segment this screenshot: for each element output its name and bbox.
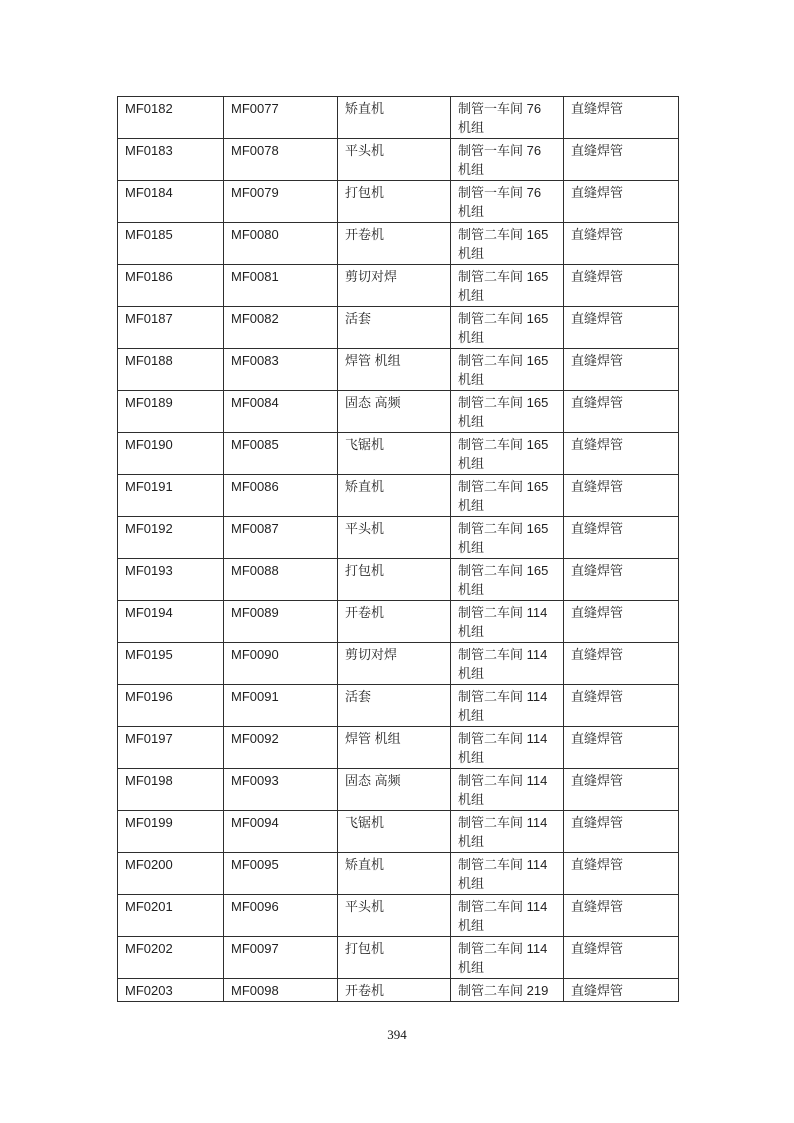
location-line2: 机组 — [458, 246, 485, 261]
location-line1: 制管二车间 165 — [458, 395, 549, 410]
table-row — [118, 769, 679, 811]
equipment-name-cell: 活套 — [338, 307, 451, 349]
location-line2: 机组 — [458, 414, 485, 429]
asset-code-cell: MF0194 — [118, 601, 224, 643]
location-line2: 机组 — [458, 204, 485, 219]
location-line2: 机组 — [458, 918, 485, 933]
location-line1: 制管二车间 114 — [458, 647, 548, 662]
asset-code-cell: MF0188 — [118, 349, 224, 391]
equipment-code-cell: MF0090 — [224, 643, 338, 685]
location-line2: 机组 — [458, 540, 485, 555]
equipment-code-cell: MF0080 — [224, 223, 338, 265]
page-number: 394 — [387, 1027, 407, 1042]
location-line2: 机组 — [458, 708, 485, 723]
asset-code-cell: MF0189 — [118, 391, 224, 433]
equipment-name-cell: 剪切对焊 — [338, 265, 451, 307]
category-cell: 直缝焊管 — [564, 265, 679, 307]
location-cell — [451, 181, 564, 223]
equipment-name-cell: 固态 高频 — [338, 769, 451, 811]
location-line2: 机组 — [458, 834, 485, 849]
location-cell — [451, 811, 564, 853]
location-cell — [451, 853, 564, 895]
equipment-name-cell: 矫直机 — [338, 97, 451, 139]
location-cell — [451, 559, 564, 601]
location-line2: 机组 — [458, 876, 485, 891]
location-line1: 制管一车间 76 — [458, 185, 542, 200]
asset-code-cell: MF0185 — [118, 223, 224, 265]
asset-code-cell: MF0200 — [118, 853, 224, 895]
category-cell: 直缝焊管 — [564, 685, 679, 727]
location-cell — [451, 727, 564, 769]
category-cell: 直缝焊管 — [564, 475, 679, 517]
table-row — [118, 517, 679, 559]
category-cell: 直缝焊管 — [564, 139, 679, 181]
location-line2: 机组 — [458, 750, 485, 765]
equipment-name-cell: 矫直机 — [338, 475, 451, 517]
equipment-code-cell: MF0091 — [224, 685, 338, 727]
location-line1: 制管二车间 165 — [458, 521, 549, 536]
location-cell — [451, 391, 564, 433]
table-row — [118, 937, 679, 979]
table-row — [118, 475, 679, 517]
asset-code-cell: MF0193 — [118, 559, 224, 601]
asset-code-cell: MF0201 — [118, 895, 224, 937]
location-cell — [451, 349, 564, 391]
asset-code-cell: MF0199 — [118, 811, 224, 853]
table-row — [118, 97, 679, 139]
equipment-code-cell: MF0078 — [224, 139, 338, 181]
category-cell: 直缝焊管 — [564, 517, 679, 559]
location-line1: 制管一车间 76 — [458, 101, 542, 116]
location-line1: 制管二车间 165 — [458, 437, 549, 452]
asset-code-cell: MF0198 — [118, 769, 224, 811]
equipment-name-cell: 飞锯机 — [338, 811, 451, 853]
location-cell — [451, 937, 564, 979]
category-cell: 直缝焊管 — [564, 979, 679, 1002]
location-line2: 机组 — [458, 624, 485, 639]
location-line1: 制管二车间 165 — [458, 563, 549, 578]
equipment-code-cell: MF0097 — [224, 937, 338, 979]
equipment-name-cell: 活套 — [338, 685, 451, 727]
location-cell — [451, 433, 564, 475]
location-line1: 制管二车间 114 — [458, 731, 548, 746]
table-row — [118, 979, 679, 1002]
equipment-code-cell: MF0089 — [224, 601, 338, 643]
category-cell: 直缝焊管 — [564, 349, 679, 391]
equipment-code-cell: MF0092 — [224, 727, 338, 769]
location-cell — [451, 601, 564, 643]
equipment-code-cell: MF0081 — [224, 265, 338, 307]
location-line1: 制管二车间 165 — [458, 311, 549, 326]
location-cell — [451, 475, 564, 517]
location-line1: 制管二车间 114 — [458, 773, 548, 788]
asset-code-cell: MF0182 — [118, 97, 224, 139]
equipment-code-cell: MF0093 — [224, 769, 338, 811]
category-cell: 直缝焊管 — [564, 181, 679, 223]
location-cell — [451, 979, 564, 1002]
table-row — [118, 139, 679, 181]
asset-code-cell: MF0187 — [118, 307, 224, 349]
location-line1: 制管二车间 114 — [458, 857, 548, 872]
equipment-code-cell: MF0095 — [224, 853, 338, 895]
equipment-code-cell: MF0088 — [224, 559, 338, 601]
location-line1: 制管二车间 165 — [458, 227, 549, 242]
equipment-code-cell: MF0096 — [224, 895, 338, 937]
category-cell: 直缝焊管 — [564, 895, 679, 937]
location-line1: 制管二车间 114 — [458, 941, 548, 956]
location-line1: 制管二车间 219 — [458, 983, 549, 998]
asset-code-cell: MF0195 — [118, 643, 224, 685]
equipment-name-cell: 开卷机 — [338, 601, 451, 643]
location-line2: 机组 — [458, 498, 485, 513]
location-line1: 制管二车间 165 — [458, 479, 549, 494]
location-cell — [451, 685, 564, 727]
table-row — [118, 727, 679, 769]
location-line1: 制管二车间 114 — [458, 689, 548, 704]
category-cell: 直缝焊管 — [564, 433, 679, 475]
equipment-name-cell: 平头机 — [338, 517, 451, 559]
location-line1: 制管二车间 114 — [458, 815, 548, 830]
equipment-code-cell: MF0083 — [224, 349, 338, 391]
asset-code-cell: MF0196 — [118, 685, 224, 727]
location-line2: 机组 — [458, 792, 485, 807]
table-row — [118, 307, 679, 349]
asset-code-cell: MF0183 — [118, 139, 224, 181]
asset-code-cell: MF0191 — [118, 475, 224, 517]
category-cell: 直缝焊管 — [564, 853, 679, 895]
equipment-name-cell: 打包机 — [338, 559, 451, 601]
equipment-code-cell: MF0098 — [224, 979, 338, 1002]
location-line2: 机组 — [458, 330, 485, 345]
location-line1: 制管二车间 114 — [458, 605, 548, 620]
category-cell: 直缝焊管 — [564, 643, 679, 685]
table-row — [118, 391, 679, 433]
location-line2: 机组 — [458, 582, 485, 597]
equipment-code-cell: MF0079 — [224, 181, 338, 223]
location-cell — [451, 769, 564, 811]
equipment-code-cell: MF0085 — [224, 433, 338, 475]
equipment-code-cell: MF0084 — [224, 391, 338, 433]
equipment-table — [117, 96, 679, 1002]
location-line2: 机组 — [458, 372, 485, 387]
table-row — [118, 601, 679, 643]
equipment-name-cell: 飞锯机 — [338, 433, 451, 475]
equipment-table-body — [118, 97, 679, 1002]
equipment-name-cell: 开卷机 — [338, 979, 451, 1002]
equipment-name-cell: 开卷机 — [338, 223, 451, 265]
table-row — [118, 895, 679, 937]
category-cell: 直缝焊管 — [564, 559, 679, 601]
table-row — [118, 811, 679, 853]
location-cell — [451, 307, 564, 349]
location-line2: 机组 — [458, 288, 485, 303]
location-line2: 机组 — [458, 456, 485, 471]
location-line2: 机组 — [458, 960, 485, 975]
table-row — [118, 643, 679, 685]
location-line1: 制管一车间 76 — [458, 143, 542, 158]
equipment-name-cell: 剪切对焊 — [338, 643, 451, 685]
equipment-name-cell: 打包机 — [338, 937, 451, 979]
equipment-name-cell: 焊管 机组 — [338, 727, 451, 769]
asset-code-cell: MF0197 — [118, 727, 224, 769]
equipment-name-cell: 打包机 — [338, 181, 451, 223]
category-cell: 直缝焊管 — [564, 223, 679, 265]
asset-code-cell: MF0190 — [118, 433, 224, 475]
equipment-name-cell: 平头机 — [338, 139, 451, 181]
asset-code-cell: MF0202 — [118, 937, 224, 979]
table-row — [118, 685, 679, 727]
equipment-name-cell: 固态 高频 — [338, 391, 451, 433]
location-line1: 制管二车间 165 — [458, 353, 549, 368]
location-cell — [451, 895, 564, 937]
equipment-code-cell: MF0094 — [224, 811, 338, 853]
asset-code-cell: MF0186 — [118, 265, 224, 307]
equipment-code-cell: MF0087 — [224, 517, 338, 559]
location-cell — [451, 97, 564, 139]
location-cell — [451, 265, 564, 307]
equipment-name-cell: 矫直机 — [338, 853, 451, 895]
equipment-code-cell: MF0082 — [224, 307, 338, 349]
table-row — [118, 349, 679, 391]
table-row — [118, 853, 679, 895]
location-cell — [451, 643, 564, 685]
location-line2: 机组 — [458, 162, 485, 177]
table-row — [118, 433, 679, 475]
asset-code-cell: MF0192 — [118, 517, 224, 559]
location-line1: 制管二车间 114 — [458, 899, 548, 914]
category-cell: 直缝焊管 — [564, 307, 679, 349]
table-row — [118, 265, 679, 307]
table-row — [118, 223, 679, 265]
equipment-name-cell: 平头机 — [338, 895, 451, 937]
location-line2: 机组 — [458, 666, 485, 681]
category-cell: 直缝焊管 — [564, 937, 679, 979]
location-cell — [451, 223, 564, 265]
category-cell: 直缝焊管 — [564, 727, 679, 769]
asset-code-cell: MF0203 — [118, 979, 224, 1002]
category-cell: 直缝焊管 — [564, 811, 679, 853]
asset-code-cell: MF0184 — [118, 181, 224, 223]
location-line1: 制管二车间 165 — [458, 269, 549, 284]
table-row — [118, 559, 679, 601]
location-cell — [451, 517, 564, 559]
category-cell: 直缝焊管 — [564, 97, 679, 139]
location-line2: 机组 — [458, 120, 485, 135]
table-row — [118, 181, 679, 223]
location-cell — [451, 139, 564, 181]
equipment-code-cell: MF0086 — [224, 475, 338, 517]
category-cell: 直缝焊管 — [564, 601, 679, 643]
category-cell: 直缝焊管 — [564, 391, 679, 433]
equipment-name-cell: 焊管 机组 — [338, 349, 451, 391]
category-cell: 直缝焊管 — [564, 769, 679, 811]
equipment-code-cell: MF0077 — [224, 97, 338, 139]
